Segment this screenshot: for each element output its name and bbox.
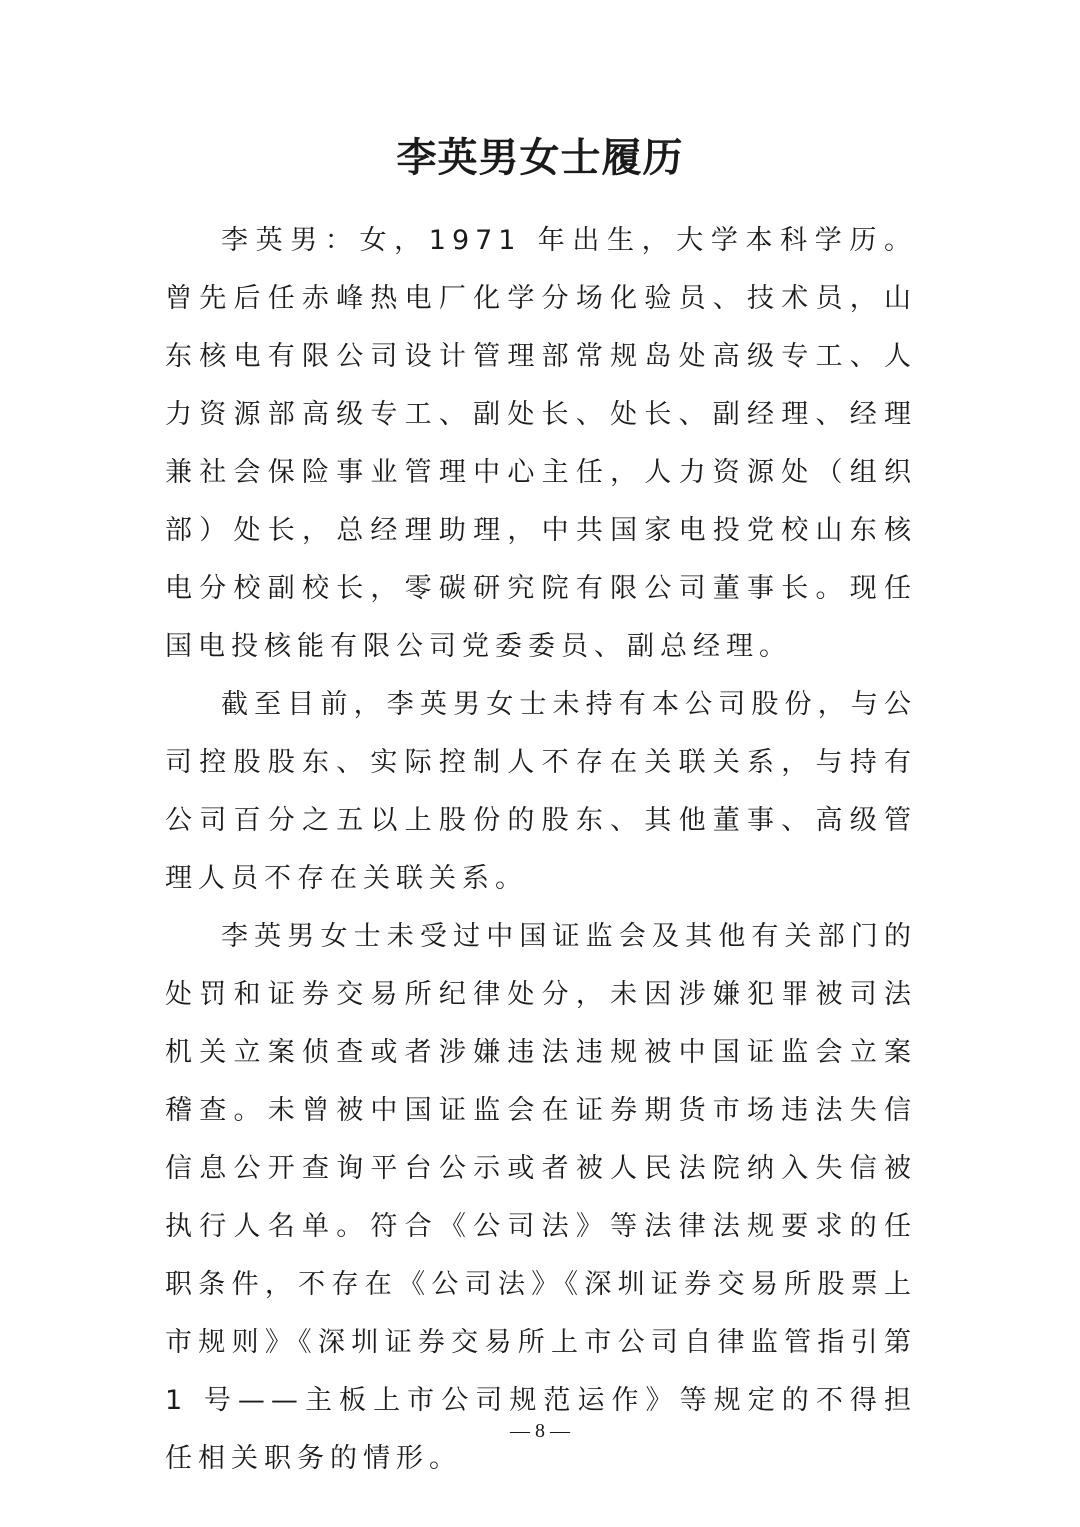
paragraph-shareholding: 截至目前，李英男女士未持有本公司股份，与公司控股股东、实际控制人不存在关联关系，与持有公司百分之五以上股份的股东、其他董事、高级管理人员不存在关联关系。 (165, 689, 917, 894)
document-body (165, 212, 917, 1488)
paragraph-biography: 李英男：女，1971 年出生，大学本科学历。曾先后任赤峰热电厂化学分场化验员、技术员，山东核电有限公司设计管理部常规岛处高级专工、人力资源部高级专工、副处长、处长、副经理、经理兼社会保险事业管理中心主任，人力资源处（组织部）处长，总经理助理，中共国家电投党校山东核电分校副校长，零碳研究院有限公司董事长。现任国电投核能有限公司党委委员、副总经理。 (165, 225, 917, 662)
document-title: 李英男女士履历 (396, 134, 684, 181)
paragraph-compliance: 李英男女士未受过中国证监会及其他有关部门的处罚和证券交易所纪律处分，未因涉嫌犯罪被司法机关立案侦查或者涉嫌违法违规被中国证监会立案稽查。未曾被中国证监会在证券期货市场违法失信信息公开查询平台公示或者被人民法院纳入失信被执行人名单。符合《公司法》等法律法规要求的任职条件，不存在《公司法》《深圳证券交易所股票上市规则》《深圳证券交易所上市公司自律监管指引第 1 号——主板上市公司规范运作》等规定的不得担任相关职务的情形。 (165, 921, 917, 1474)
page-number: — 8 — (510, 1420, 570, 1442)
